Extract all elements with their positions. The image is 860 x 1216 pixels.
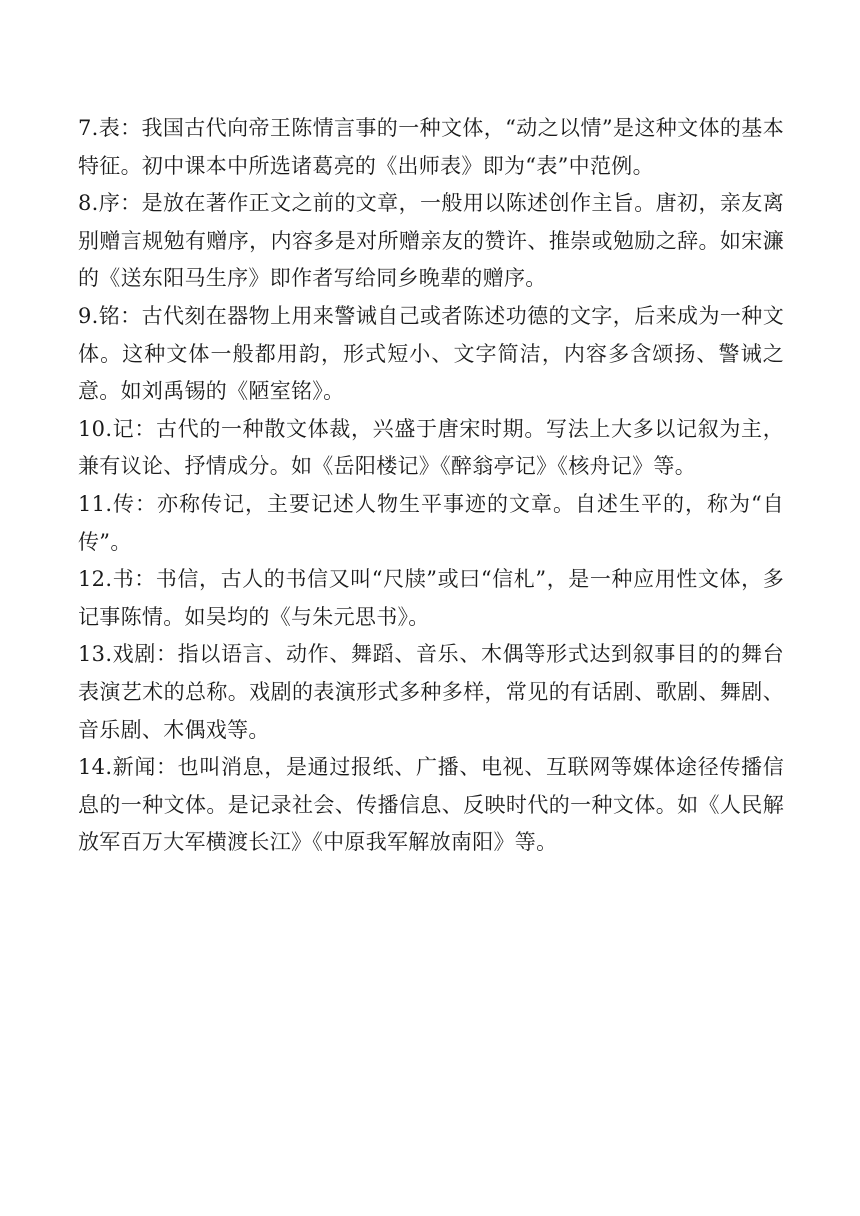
document-body: [78, 110, 784, 862]
entry-shu: 12.书：书信，古人的书信又叫“尺牍”或曰“信札”，是一种应用性文体，多记事陈情。如吴均的《与朱元思书》。: [78, 567, 784, 629]
entry-xu: 8.序：是放在著作正文之前的文章，一般用以陈述创作主旨。唐初，亲友离别赠言规勉有赠序，内容多是对所赠亲友的赞许、推崇或勉励之辞。如宋濂的《送东阳马生序》即作者写给同乡晚辈的赠序。: [78, 191, 784, 291]
entry-ming: 9.铭：古代刻在器物上用来警诫自己或者陈述功德的文字，后来成为一种文体。这种文体一般都用韵，形式短小、文字简洁，内容多含颂扬、警诫之意。如刘禹锡的《陋室铭》。: [78, 303, 784, 404]
entry-xiju: 13.戏剧：指以语言、动作、舞蹈、音乐、木偶等形式达到叙事目的的舞台表演艺术的总称。戏剧的表演形式多种多样，常见的有话剧、歌剧、舞剧、音乐剧、木偶戏等。: [78, 642, 784, 742]
entry-zhuan: 11.传：亦称传记，主要记述人物生平事迹的文章。自述生平的，称为“自传”。: [78, 491, 784, 554]
entry-xinwen: 14.新闻：也叫消息，是通过报纸、广播、电视、互联网等媒体途径传播信息的一种文体。是记录社会、传播信息、反映时代的一种文体。如《人民解放军百万大军横渡长江》《中原我军解放南阳》等。: [78, 755, 784, 855]
entry-biao: 7.表：我国古代向帝王陈情言事的一种文体，“动之以情”是这种文体的基本特征。初中课本中所选诸葛亮的《出师表》即为“表”中范例。: [78, 116, 784, 178]
entry-ji: 10.记：古代的一种散文体裁，兴盛于唐宋时期。写法上大多以记叙为主，兼有议论、抒情成分。如《岳阳楼记》《醉翁亭记》《核舟记》等。: [78, 416, 784, 479]
